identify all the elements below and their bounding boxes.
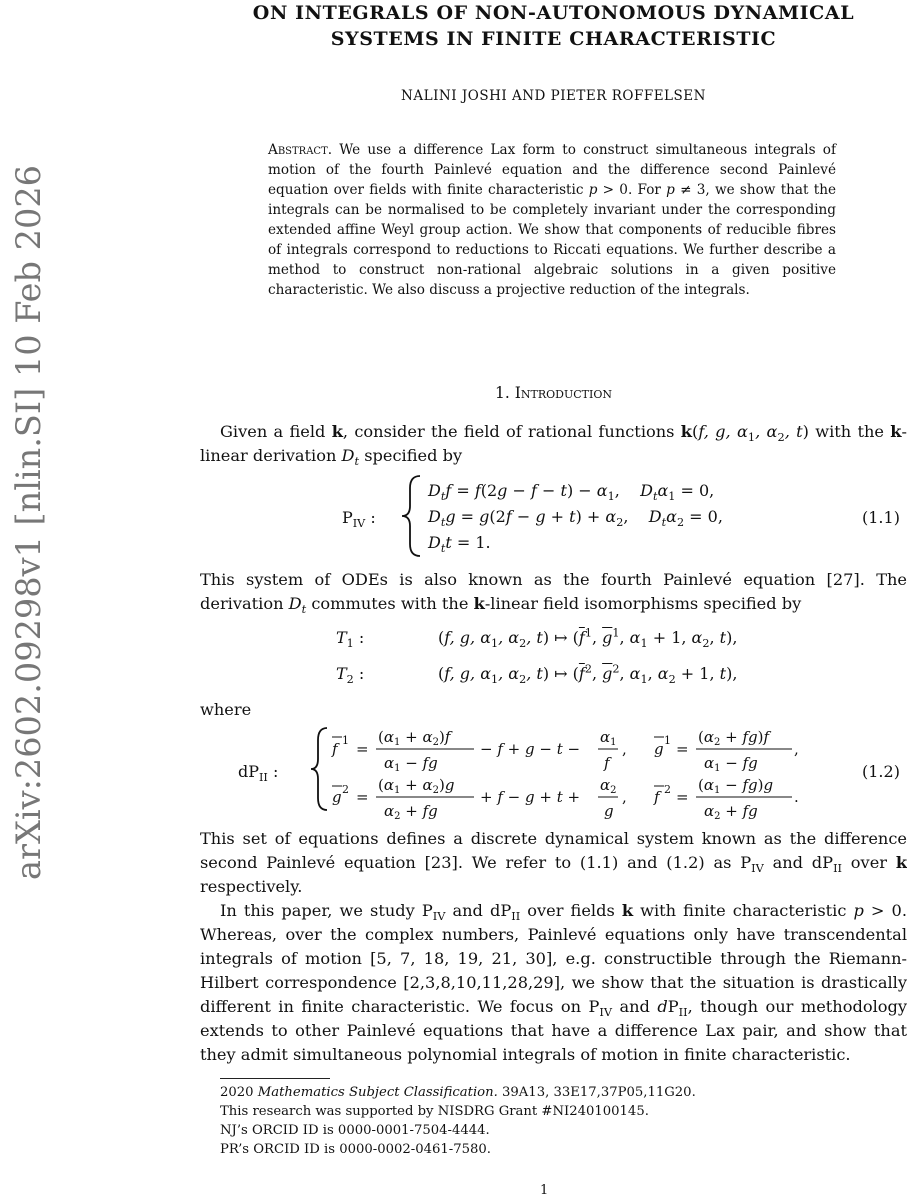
- svg-text:− f + g − t −: − f + g − t −: [480, 740, 581, 758]
- svg-text:2: 2: [342, 783, 349, 796]
- eq2-line-1: [331, 728, 799, 774]
- svg-text:g: g: [332, 788, 342, 806]
- footnote-orcid-pr: PR’s ORCID ID is 0000-0002-0461-7580.: [220, 1142, 491, 1157]
- where-text: where: [200, 700, 252, 719]
- svg-text:,: ,: [622, 788, 627, 806]
- svg-text:(α1 + α2)f: $(\alpha_1 + \alpha_2)f$: [378, 728, 451, 748]
- svg-text:+ f − g + t +: + f − g + t +: [480, 788, 581, 806]
- svg-text:(α2 + fg)f: $(\alpha_2 + fg)f$: [698, 728, 770, 748]
- svg-text:α2 + fg: $\alpha_2$ + fg: [384, 802, 438, 822]
- paragraph-1: Given a field k, consider the field of rational functions k(f, g, $\alpha_1$, $\alpha_2$, t) with the k-linear derivation $D_t$ specified by: [200, 422, 907, 468]
- paragraph-3: This set of equations defines a discrete dynamical system known as the difference second Painlevé equation [23]. We refer to (1.1) and (1.2) as $P_{IV}$ and $dP_{II}$ over k respectively.: [200, 829, 907, 896]
- svg-text:(α1 − fg)g: $(\alpha_1 - fg)g$: [698, 776, 774, 796]
- svg-text:f: f: [654, 788, 660, 806]
- title-line-2: SYSTEMS IN FINITE CHARACTERISTIC: [330, 28, 777, 50]
- paragraph-2: This system of ODEs is also known as the fourth Painlevé equation [27]. The derivation $D_t$ commutes with the k-linear field isomorphisms specified by: [200, 570, 907, 616]
- svg-text:g: g: [654, 740, 664, 758]
- svg-text:2: 2: [664, 783, 671, 796]
- eq2-line-2: [332, 776, 799, 822]
- footnote-orcid-nj: NJ’s ORCID ID is 0000-0001-7504-4444.: [220, 1123, 490, 1138]
- arxiv-stamp: [6, 160, 48, 880]
- page-number: 1: [540, 1183, 549, 1198]
- svg-text:f: f: [604, 754, 610, 772]
- authors: NALINI JOSHI AND PIETER ROFFELSEN: [401, 88, 706, 104]
- svg-text:(α1 + α2)g: $(\alpha_1 + \alpha_2)g$: [378, 776, 455, 796]
- footnote-grant: This research was supported by NISDRG Grant #NI240100145.: [220, 1104, 649, 1119]
- footnotes: [220, 1083, 907, 1159]
- eq1-line-2: $D_tg = g(2f - g + t) + \alpha_2$, $D_t\alpha_2 = 0$,: [428, 507, 723, 529]
- svg-text:,: ,: [794, 740, 799, 758]
- eq1-label: $P_{IV}$ :: [342, 508, 376, 530]
- svg-text:=: =: [356, 788, 369, 806]
- section-number: 1.: [495, 384, 510, 402]
- svg-text:=: =: [676, 788, 689, 806]
- eq2-number: (1.2): [862, 762, 900, 781]
- svg-text:α1 − fg: $\alpha_1$ − fg: [384, 754, 438, 774]
- t1-map: (f, g, $\alpha_1$, $\alpha_2$, t) ↦ ($\overline{f}^1$, $\overline{g}^1$, $\alpha_1 + 1$, $\alpha_2$, t),: [438, 626, 738, 650]
- eq1-brace: [398, 474, 424, 558]
- svg-text:1: 1: [664, 734, 671, 747]
- svg-text:1: 1: [342, 734, 349, 747]
- section-title: Introduction: [514, 384, 612, 402]
- svg-text:α2: $\alpha_2$: [600, 776, 617, 796]
- eq2-label: $dP_{II}$ :: [238, 762, 279, 784]
- title-line-1: ON INTEGRALS OF NON-AUTONOMOUS DYNAMICAL: [252, 2, 855, 24]
- paper-title: [200, 0, 907, 52]
- svg-text:α1 − fg: $\alpha_1$ − fg: [704, 754, 758, 774]
- svg-text:α1: $\alpha_1$: [600, 728, 617, 748]
- t2-map: (f, g, $\alpha_1$, $\alpha_2$, t) ↦ ($\overline{f}^2$, $\overline{g}^2$, $\alpha_1$, $\alpha_2 + 1$, t),: [438, 662, 738, 686]
- footnote-rule: [220, 1078, 330, 1079]
- svg-text:,: ,: [622, 740, 627, 758]
- section-heading: [200, 384, 907, 402]
- footnote-msc: 2020 Mathematics Subject Classification. 39A13, 33E17,37P05,11G20.: [220, 1085, 696, 1100]
- svg-text:=: =: [356, 740, 369, 758]
- svg-text:=: =: [676, 740, 689, 758]
- eq2-system: [326, 722, 846, 822]
- paragraph-4: In this paper, we study $P_{IV}$ and $dP_{II}$ over fields k with finite characteristic p > 0. Whereas, over the complex numbers, Painlevé equations only have transcendental integrals of motion [5, 7, 18, 19, 21, 30], e.g. constructible through the Riemann-Hilbert correspondence [2,3,8,10,11,28,29], we show that the situation is drastically different in finite characteristic. We focus on $P_{IV}$ and $dP_{II}$, though our methodology extends to other Painlevé equations that have a difference Lax pair, and show that they admit simultaneous polynomial integrals of motion in finite characteristic.: [200, 901, 907, 1064]
- svg-text:α2 + fg: $\alpha_2$ + fg: [704, 802, 758, 822]
- abstract: [268, 140, 836, 300]
- eq1-line-3: $D_tt = 1$.: [428, 533, 491, 555]
- eq1-system: [428, 478, 723, 556]
- t1-label: $T_1$ :: [336, 628, 365, 650]
- svg-text:g: g: [604, 802, 614, 820]
- svg-text:f: f: [332, 740, 338, 758]
- eq1-line-1: $D_tf = f(2g - f - t) - \alpha_1$, $D_t\alpha_1 = 0$,: [428, 481, 715, 503]
- t2-label: $T_2$ :: [336, 664, 365, 686]
- arxiv-stamp-text: arXiv:2602.09298v1 [nlin.SI] 10 Feb 2026: [9, 160, 48, 880]
- abstract-label: Abstract.: [268, 142, 333, 158]
- abstract-body: We use a difference Lax form to construct simultaneous integrals of motion of the fourth Painlevé equation and the difference second Painlevé equation over fields with finite characteristic p > 0. For p ≠ 3, we show that the integrals can be normalised to be completely invariant under the corresponding extended affine Weyl group action. We show that components of reducible fibres of integrals correspond to reductions to Riccati equations. We further describe a method to construct non-rational algebraic solutions in a given positive characteristic. We also discuss a projective reduction of the integrals.: [268, 142, 836, 298]
- arxiv-stamp-svg: [6, 160, 48, 880]
- svg-text:.: .: [794, 788, 799, 806]
- eq1-number: (1.1): [862, 508, 900, 527]
